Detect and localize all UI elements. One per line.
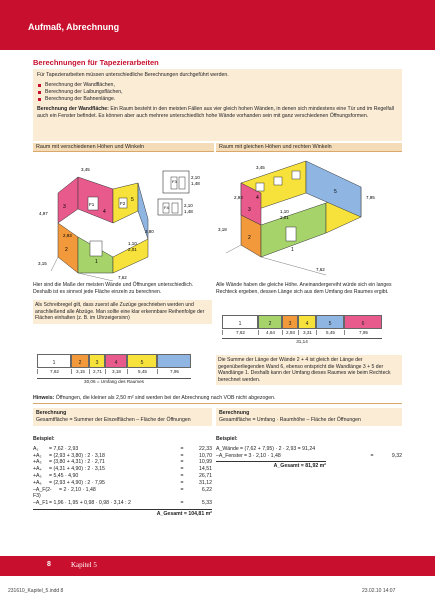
- strip-left: [37, 354, 191, 368]
- dim-label: 1,48: [191, 181, 200, 186]
- dim-label: 2,01: [280, 215, 289, 220]
- left-text: [33, 282, 212, 324]
- slug-file: 231610_Kapitel_5.indd 8: [8, 588, 64, 594]
- dim-label: 1,48: [184, 209, 193, 214]
- bullet-item: Berechnung der Wandflächen,: [37, 82, 398, 89]
- section-title: Berechnungen für Tapezierarbeiten: [33, 58, 402, 70]
- calc-right-head: [216, 408, 402, 426]
- wall-label: 5: [334, 189, 337, 195]
- calc-lhs: –A_Fenster: [216, 452, 243, 459]
- calc-expr: = (2,93 + 3,80) : 2 · 3,18: [49, 452, 105, 459]
- calc-left-body: [33, 436, 212, 518]
- dim-label: 2,10: [191, 175, 200, 180]
- bullet-item: Berechnung der Bahnenlänge.: [37, 96, 398, 103]
- intro-box: [33, 69, 402, 141]
- strip-wall: 6: [344, 315, 382, 329]
- calc-lhs: +A₂: [33, 452, 42, 459]
- wall-label: 3: [248, 207, 251, 213]
- calc-lhs: –A_F1: [33, 500, 49, 507]
- strip-dim: 2,93: [282, 330, 298, 335]
- dim-label: 7,62: [316, 267, 325, 272]
- window-label: F4: [164, 205, 169, 210]
- strip-dim: 7,95: [344, 330, 382, 335]
- calc-result: 6,22: [201, 486, 212, 493]
- intro-lead: Für Tapezierarbeiten müssen unterschiedliche Berechnungen durchgeführt werden.: [37, 72, 229, 78]
- calc-expr: = (7,62 + 7,95) · 2 · 2,93 = 91,24: [240, 445, 316, 452]
- wall-label: 4: [256, 195, 259, 201]
- window-label: F2: [120, 201, 126, 206]
- example-label: Beispiel:: [33, 436, 55, 442]
- wall-label: 1: [95, 259, 98, 265]
- bullet-list: [37, 82, 398, 103]
- dim-label: 1,10: [128, 241, 137, 246]
- wall-label: 2: [65, 247, 68, 253]
- calc-lhs: +A₅: [33, 472, 42, 479]
- strip-dim: 7,62: [222, 330, 258, 335]
- calc-result: 10,70: [199, 452, 212, 459]
- calc-row: –A_F(2-F3) = 2 · 2,10 · 1,48 = 6,22: [33, 486, 212, 500]
- calc-head: Berechnung: [36, 410, 67, 416]
- calc-result: 10,99: [199, 459, 212, 466]
- page-title: Aufmaß, Abrechnung: [28, 22, 120, 32]
- strip-wall: 4: [105, 354, 127, 368]
- strip-dim: 3,31: [298, 330, 316, 335]
- calc-expr: = 7,62 · 2,93: [49, 445, 79, 452]
- dim-label: 2,01: [128, 247, 137, 252]
- strip-dim: 5,45: [127, 369, 157, 374]
- strip-dim: 2,71: [89, 369, 105, 374]
- dim-label: 2,10: [184, 203, 193, 208]
- right-text-bottom: Die Summe der Länge der Wände 2 + 4 ist gleich der Länge der gegenüberliegenden Wand 6, ebenso entspricht die Wandlänge 3 + 5 der Wandlänge 1. Deshalb kann der Umfang dieses Raumes wie beim Rechteck berechnet werden.: [216, 355, 402, 385]
- strip-right-dims: [222, 330, 382, 335]
- page-number: 8: [47, 561, 51, 568]
- calc-row: +A₂ = (2,93 + 3,80) : 2 · 3,18 = 10,70: [33, 452, 212, 459]
- strip-dim: 7,62: [37, 369, 71, 374]
- room-diagram-left: [33, 153, 214, 281]
- calc-lhs: A₁: [33, 445, 39, 452]
- wall-label: 4: [103, 209, 106, 215]
- wall-label: 2: [248, 235, 251, 241]
- calc-row: +A₄ = (4,31 + 4,90) : 2 · 3,15 = 14,51: [33, 466, 212, 473]
- calc-head: Berechnung: [219, 410, 250, 416]
- calc-row: [216, 446, 402, 453]
- calc-expr: = (4,31 + 4,90) : 2 · 3,15: [49, 466, 105, 473]
- calc-expr: = 3 · 2,10 · 1,48: [244, 452, 281, 459]
- slug-date: 23.02.10 14:07: [362, 588, 396, 594]
- dim-label: 3,80: [145, 229, 154, 234]
- wall-label: 1: [291, 247, 294, 253]
- wall-label: 3: [63, 204, 66, 210]
- calc-expr: = (2,93 + 4,90) : 2 · 7,95: [49, 479, 105, 486]
- fig-right-title: Raum mit gleichen Höhen und rechten Winkeln: [216, 143, 402, 152]
- dim-label: 3,45: [81, 167, 90, 172]
- calc-total: A_Gesamt = 81,92 m²: [216, 461, 326, 470]
- calc-result: 14,51: [199, 466, 212, 473]
- calc-result: 9,32: [391, 452, 402, 459]
- strip-dim: 5,45: [316, 330, 344, 335]
- strip-dim: 3,15: [71, 369, 89, 374]
- dim-label: 2,93: [63, 233, 72, 238]
- calc-lhs: A_Wände: [216, 445, 239, 452]
- strip-wall: [157, 354, 191, 368]
- footer-band: [0, 556, 435, 576]
- chapter-label: Kapitel 5: [71, 561, 97, 569]
- calc-right-body: [216, 436, 402, 470]
- calc-result: 5,33: [201, 500, 212, 507]
- strip-dim: 3,18: [105, 369, 127, 374]
- dim-label: 7,62: [118, 275, 127, 280]
- strip-wall: 2: [71, 354, 89, 368]
- calc-lhs: +A₆: [33, 479, 42, 486]
- left-rule-para: Als Schreibregel gilt, dass zuerst alle Zuzüge geschrieben werden und anschließend alle Abzüge. Man sollte eine klar erkennbare Reihenfolge der Flächen einhalten (z. B. im Uhrzeigersinn): [33, 300, 212, 324]
- intro-term: Berechnung der Wandfläche:: [37, 106, 109, 112]
- strip-wall: 1: [222, 315, 258, 329]
- calc-row: –A_F1 = 1,96 · 1,95 + 0,98 · 0,98 · 3,14 : 2 = 5,33: [33, 500, 212, 507]
- wall-label: 5: [131, 197, 134, 203]
- calc-row: +A₅ = 5,45 · 4,90 = 26,71: [33, 472, 212, 479]
- dim-label: 7,95: [366, 195, 375, 200]
- calc-lhs: +A₄: [33, 466, 42, 473]
- note-text: Öffnungen, die kleiner als 2,50 m² sind werden bei der Abrechnung nach VOB nicht abgezogen.: [54, 395, 276, 401]
- strip-dim: 7,95: [157, 369, 191, 374]
- dim-label: 1,10: [280, 209, 289, 214]
- calc-formula: Gesamtfläche = Umfang · Raumhöhe – Fläche der Öffnungen: [219, 416, 361, 423]
- strip-right-total: 31,14: [296, 339, 308, 344]
- calc-expr: = (3,80 + 4,31) : 2 · 2,71: [49, 459, 105, 466]
- calc-result: 26,71: [199, 472, 212, 479]
- strip-wall: 2: [258, 315, 282, 329]
- window-label: F3: [172, 179, 177, 184]
- calc-row: A₁ = 7,62 · 2,93 = 22,33: [33, 445, 212, 452]
- calc-lhs: –A_F(2-F3): [33, 486, 52, 500]
- calc-row: –A_Fenster = 3 · 2,10 · 1,48 = 9,32: [216, 452, 402, 459]
- strip-wall: 3: [282, 315, 298, 329]
- calc-expr: = 2 · 2,10 · 1,48: [59, 486, 96, 493]
- calc-expr: = 1,96 · 1,95 + 0,98 · 0,98 · 3,14 : 2: [49, 500, 131, 507]
- dim-label: 3,15: [38, 261, 47, 266]
- window-label: F1: [89, 202, 95, 207]
- fig-left-title: Raum mit verschiedenen Höhen und Winkeln: [33, 143, 214, 152]
- strip-dim: 4,64: [258, 330, 282, 335]
- strip-wall: 1: [37, 354, 71, 368]
- intro-paragraph: [37, 106, 398, 120]
- strip-wall: 3: [89, 354, 105, 368]
- dim-label: 2,93: [234, 195, 243, 200]
- note: [33, 395, 402, 404]
- bullet-item: Berechnung der Laibungsflächen,: [37, 89, 398, 96]
- strip-left-dims: [37, 369, 191, 374]
- calc-formula: Gesamtfläche = Summer der Einzelflächen – Fläche der Öffnungen: [36, 416, 191, 423]
- strip-right: [222, 315, 382, 329]
- intro-text: Ein Raum besteht in den meisten Fällen aus vier gleich hohen Wänden, in denen sich mindestens eine Tür und im Regelfall auch ein Fenster befindet. Es können aber auch mehrere unterschiedlich hohe Wände vorhanden sein mit ganz verschiedenen Öffnungsformen.: [37, 106, 394, 119]
- dim-label: 3,45: [256, 165, 265, 170]
- strip-wall: 5: [127, 354, 157, 368]
- calc-result: 31,12: [199, 479, 212, 486]
- calc-lhs: +A₃: [33, 459, 42, 466]
- strip-wall: 5: [316, 315, 344, 329]
- left-para: Hier sind die Maße der meisten Wände und Öffnungen unterschiedlich. Deshalb ist es sinnvol jede Fläche einzeln zu berechnen.: [33, 282, 194, 295]
- note-term: Hinweis:: [33, 395, 55, 401]
- calc-expr: = 5,45 · 4,90: [49, 472, 79, 479]
- dim-label: 3,18: [218, 227, 227, 232]
- right-text-top: Alle Wände haben die gleiche Höhe. Aneinandergereiht würde sich ein langes Rechteck ergeben, dessen Länge sich aus dem Umfang des Raumes ergibt.: [216, 282, 392, 295]
- calc-left-head: [33, 408, 212, 426]
- dim-label: 4,97: [39, 211, 48, 216]
- calc-row: +A₃ = (3,80 + 4,31) : 2 · 2,71 = 10,99: [33, 459, 212, 466]
- room-diagram-right: [216, 153, 402, 281]
- strip-left-total: 30,06 = Umfang des Raumes: [84, 379, 144, 384]
- calc-row: +A₆ = (2,93 + 4,90) : 2 · 7,95 = 31,12: [33, 479, 212, 486]
- calc-result: 22,33: [199, 445, 212, 452]
- calc-total: A_Gesamt = 104,81 m²: [33, 509, 212, 518]
- strip-wall: 4: [298, 315, 316, 329]
- example-label: Beispiel:: [216, 436, 238, 442]
